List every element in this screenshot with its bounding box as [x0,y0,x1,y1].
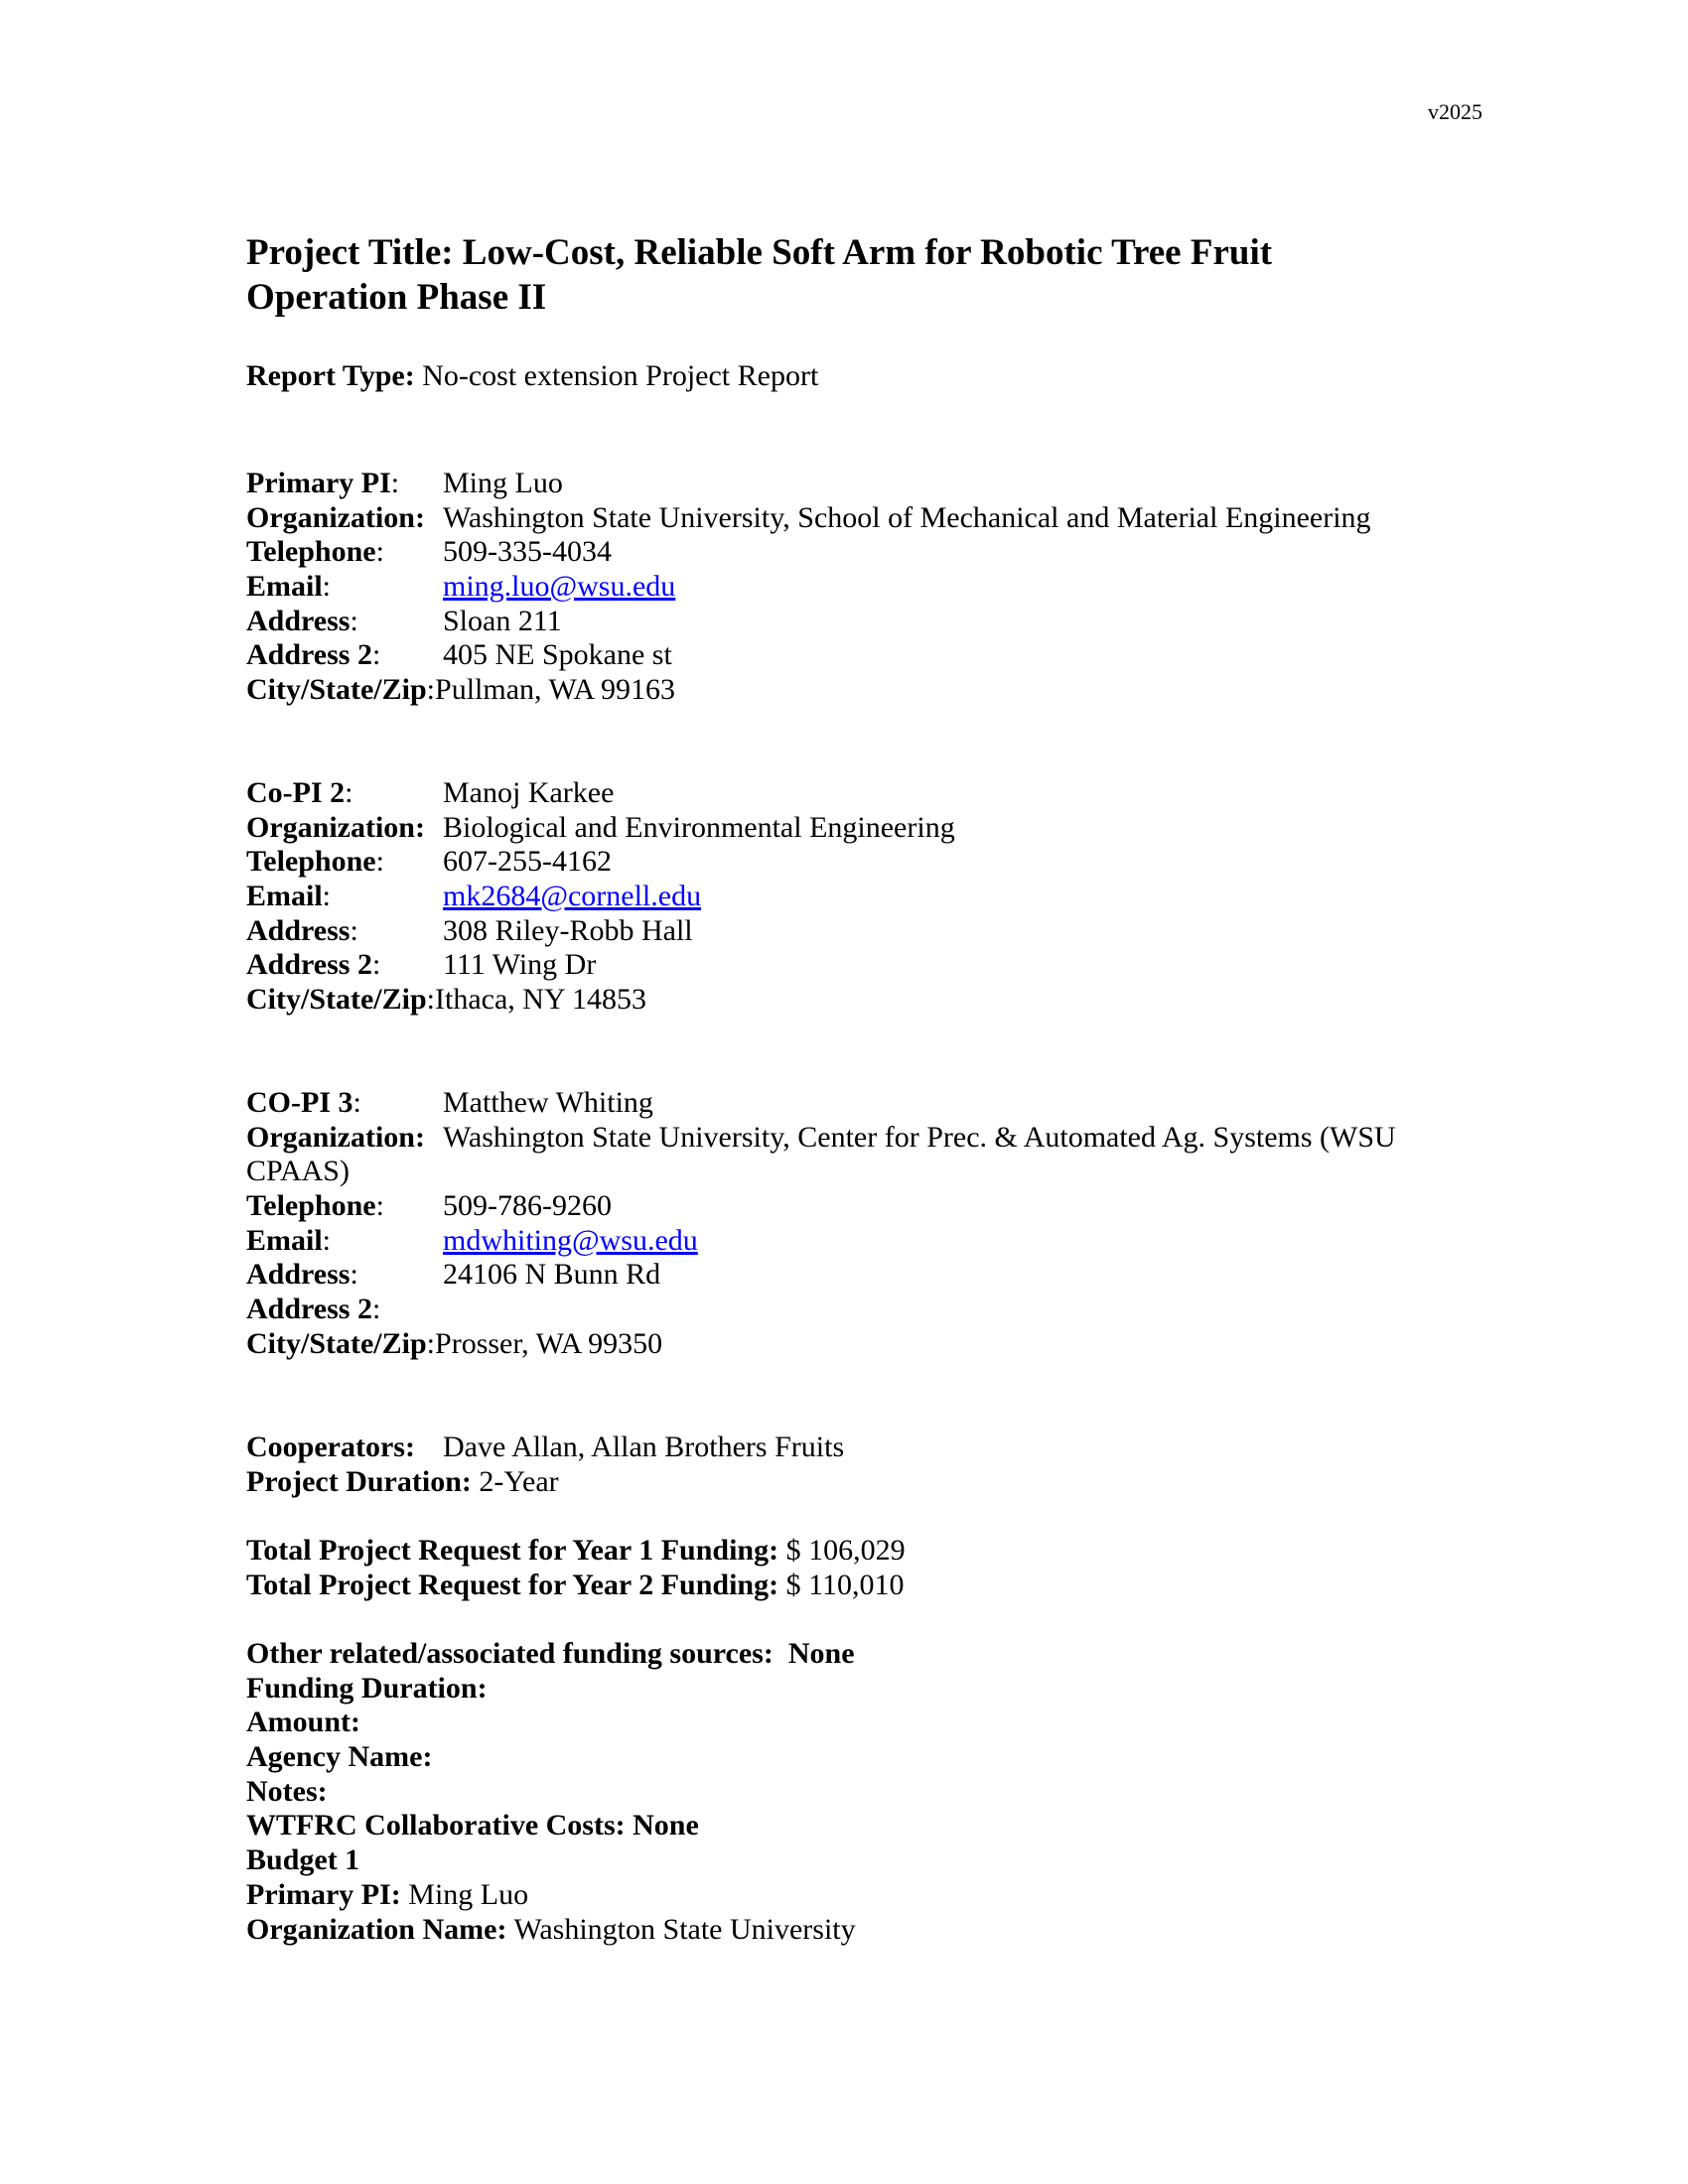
address2-row [246,638,1487,673]
wtfrc-costs-label: WTFRC Collaborative Costs: [246,1809,626,1843]
email-row [246,1224,1487,1259]
organization-row [246,811,1487,846]
budget-heading: Budget 1 [246,1843,360,1877]
role-label: Primary PI: [246,467,400,499]
city-state-zip-label: City/State/Zip: [246,1326,436,1360]
address-row [246,1258,1487,1293]
organization-row [246,1121,1438,1189]
duration-value: 2-Year [479,1464,559,1498]
city-state-zip-value: Prosser, WA 99350 [435,1326,663,1360]
cooperators-value: Dave Allan, Allan Brothers Fruits [443,1431,845,1463]
address2-label: Address 2: [246,948,381,982]
primary-pi-row [246,467,1487,501]
cooperators-label: Cooperators: [246,1431,415,1463]
address-row [246,605,1487,639]
role-label: CO-PI 3: [246,1086,361,1119]
city-state-zip-row [246,1327,1487,1362]
telephone-value: 607-255-4162 [443,845,612,879]
organization-value: Washington State University, School of Mechanical and Material Engineering [443,500,1371,534]
pi-name: Matthew Whiting [443,1086,653,1119]
city-state-zip-label: City/State/Zip: [246,673,436,707]
year1-funding-label: Total Project Request for Year 1 Funding: [246,1534,779,1567]
city-state-zip-value: Ithaca, NY 14853 [435,983,647,1017]
address-value: Sloan 211 [443,604,562,637]
organization-label: Organization: [246,500,425,534]
email-label: Email: [246,570,332,604]
telephone-row [246,1189,1487,1224]
year2-funding-label: Total Project Request for Year 2 Funding: [246,1568,779,1601]
address2-value: 405 NE Spokane st [443,638,672,672]
project-title: Project Title: Low-Cost, Reliable Soft Arm for Robotic Tree Fruit Operation Phase II [246,232,1273,318]
email-label: Email: [246,880,332,913]
budget-pi-row [246,1878,856,1913]
organization-label: Organization: [246,810,425,844]
address2-row [246,948,1487,983]
year1-funding-row [246,1534,906,1569]
duration-row [246,1465,1487,1500]
email-link[interactable]: ming.luo@wsu.edu [443,570,676,604]
year2-funding-value: $ 110,010 [785,1568,905,1601]
funding-duration-row [246,1672,856,1706]
primary-pi-block [246,467,1487,708]
organization-value: Washington State University, Center for Prec. & Automated Ag. Systems (WSU CPAAS) [246,1120,1396,1188]
address-label: Address: [246,913,358,947]
wtfrc-costs-row [246,1809,856,1843]
address-label: Address: [246,1258,358,1292]
version-label: v2025 [1428,99,1482,124]
budget-org-value: Washington State University [513,1912,856,1946]
duration-label: Project Duration: [246,1464,472,1498]
co-pi-3-row [246,1086,1487,1121]
address2-value: 111 Wing Dr [443,948,597,982]
wtfrc-costs-value: None [633,1809,699,1843]
telephone-label: Telephone: [246,1189,384,1223]
organization-value: Biological and Environmental Engineering [443,810,955,844]
telephone-value: 509-335-4034 [443,535,612,569]
budget-org-label: Organization Name: [246,1912,507,1946]
city-state-zip-value: Pullman, WA 99163 [435,673,675,707]
co-pi-2-block [246,776,1487,1018]
email-row [246,880,1487,914]
agency-name-row [246,1740,856,1775]
telephone-value: 509-786-9260 [443,1189,612,1223]
co-pi-2-row [246,776,1487,811]
other-funding-sources-value: None [787,1637,855,1670]
year2-funding-row [246,1569,906,1603]
other-funding-sources-label: Other related/associated funding sources: [246,1637,774,1670]
co-pi-3-block [246,1086,1487,1362]
amount-label: Amount: [246,1706,361,1739]
report-type-value: No-cost extension Project Report [422,359,819,392]
report-type-label: Report Type: [246,359,415,392]
budget-pi-value: Ming Luo [408,1877,529,1911]
telephone-label: Telephone: [246,845,384,879]
address2-label: Address 2: [246,638,381,672]
funding-duration-label: Funding Duration: [246,1671,488,1705]
amount-row [246,1706,856,1740]
other-funding-sources-row [246,1637,856,1672]
report-type [246,359,818,394]
pi-name: Manoj Karkee [443,776,615,809]
city-state-zip-row [246,983,1487,1018]
year1-funding-value: $ 106,029 [785,1534,906,1567]
cooperators-row [246,1431,1487,1465]
address-label: Address: [246,604,358,637]
email-link[interactable]: mdwhiting@wsu.edu [443,1223,698,1257]
address-value: 24106 N Bunn Rd [443,1258,661,1292]
budget-org-row [246,1913,856,1948]
pi-name: Ming Luo [443,467,563,499]
role-label: Co-PI 2: [246,776,353,809]
funding-block [246,1534,906,1602]
organization-label: Organization: [246,1120,425,1154]
telephone-row [246,845,1487,880]
address-value: 308 Riley-Robb Hall [443,913,693,947]
address2-row [246,1293,1487,1327]
organization-row [246,501,1487,536]
email-row [246,570,1487,605]
telephone-row [246,535,1487,570]
city-state-zip-row [246,673,1487,708]
telephone-label: Telephone: [246,535,384,569]
budget-heading-row [246,1843,856,1878]
budget-pi-label: Primary PI: [246,1877,401,1911]
agency-name-label: Agency Name: [246,1740,433,1774]
notes-row [246,1775,856,1810]
email-label: Email: [246,1223,332,1257]
email-link[interactable]: mk2684@cornell.edu [443,880,702,913]
notes-label: Notes: [246,1774,328,1808]
city-state-zip-label: City/State/Zip: [246,983,436,1017]
other-funding-block [246,1637,856,1947]
cooperators-block [246,1431,1487,1499]
address2-label: Address 2: [246,1293,381,1326]
address-row [246,914,1487,949]
